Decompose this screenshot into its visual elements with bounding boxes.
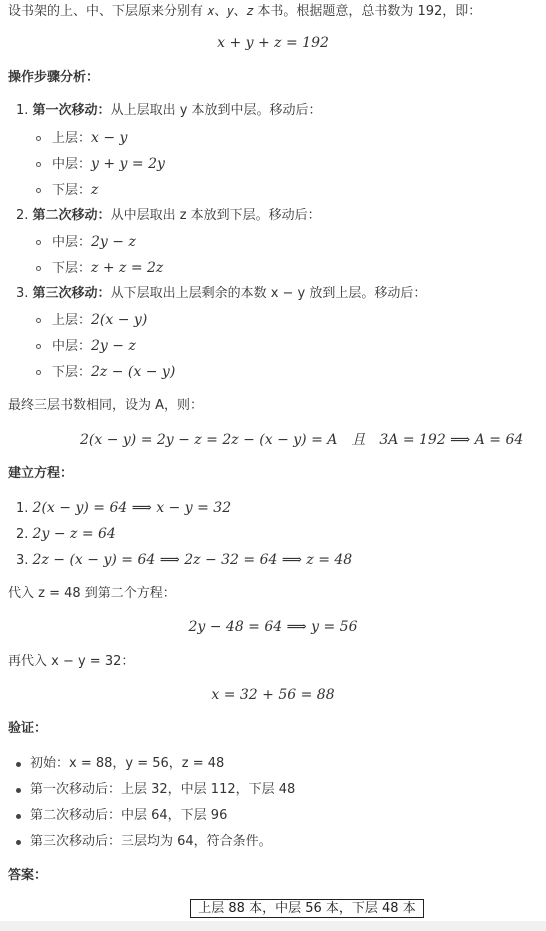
- build-heading: 建立方程：: [8, 466, 74, 481]
- analysis-heading: 操作步骤分析：: [8, 70, 100, 85]
- equation-sub-1: 2y − 48 = 64 ⟹ y = 56: [188, 619, 358, 635]
- bullet-icon: [36, 136, 41, 141]
- step-title: 第一次移动：: [32, 103, 111, 118]
- bullet-icon: [36, 344, 41, 349]
- bullet-icon: [36, 370, 41, 375]
- equation-final: 2(x − y) = 2y − z = 2z − (x − y) = A 且 3A = 192 ⟹ A = 64: [80, 432, 524, 448]
- step-2: [16, 208, 321, 224]
- step-3: [16, 286, 426, 302]
- substitution-2: 再代入 x − y = 32：: [8, 654, 135, 669]
- verify-heading: 验证：: [8, 721, 48, 736]
- final-sentence: 最终三层书数相同，设为 A，则：: [8, 398, 204, 413]
- list-item: 中层：2y − z: [52, 338, 136, 354]
- step-number: 3.: [16, 286, 29, 301]
- verify-item: 第一次移动后：上层 32，中层 112，下层 48: [30, 782, 296, 797]
- step-desc: 从中层取出 z 本放到下层。移动后：: [110, 208, 321, 223]
- bullet-icon: [36, 240, 41, 245]
- list-item: 中层：2y − z: [52, 234, 136, 250]
- step-1: [16, 103, 322, 119]
- verify-item: 第三次移动后：三层均为 64，符合条件。: [30, 834, 272, 849]
- verify-item: 第二次移动后：中层 64，下层 96: [30, 808, 228, 823]
- list-item: 下层：2z − (x − y): [52, 364, 176, 380]
- list-item: 中层：y + y = 2y: [52, 156, 165, 172]
- step-title: 第二次移动：: [32, 208, 111, 223]
- list-item: 上层：2(x − y): [52, 312, 148, 328]
- bullet-icon: [16, 788, 21, 793]
- bullet-icon: [36, 162, 41, 167]
- substitution-1: 代入 z = 48 到第二个方程：: [8, 586, 176, 601]
- bottom-strip: [0, 921, 546, 931]
- answer-box: 上层 88 本，中层 56 本，下层 48 本: [190, 899, 424, 918]
- bullet-icon: [16, 840, 21, 845]
- intro-text: 设书架的上、中、下层原来分别有 𝑥、𝑦、𝑧 本书。根据题意，总书数为 192，即：: [8, 4, 482, 19]
- bullet-icon: [36, 188, 41, 193]
- bullet-icon: [36, 318, 41, 323]
- equation-item: 2. 2y − z = 64: [16, 526, 116, 542]
- equation-sub-2: x = 32 + 56 = 88: [211, 687, 335, 703]
- step-number: 1.: [16, 103, 29, 118]
- bullet-icon: [36, 266, 41, 271]
- bullet-icon: [16, 814, 21, 819]
- equation-item: 3. 2z − (x − y) = 64 ⟹ 2z − 32 = 64 ⟹ z = 48: [16, 552, 353, 568]
- equation-total: x + y + z = 192: [217, 35, 329, 51]
- list-item: 下层：z + z = 2z: [52, 260, 164, 276]
- step-title: 第三次移动：: [32, 286, 111, 301]
- step-desc: 从上层取出 y 本放到中层。移动后：: [110, 103, 322, 118]
- list-item: 上层：x − y: [52, 130, 128, 146]
- bullet-icon: [16, 762, 21, 767]
- step-number: 2.: [16, 208, 29, 223]
- list-item: 下层：z: [52, 182, 99, 198]
- answer-heading: 答案：: [8, 868, 48, 883]
- step-desc: 从下层取出上层剩余的本数 x − y 放到上层。移动后：: [110, 286, 427, 301]
- equation-item: 1. 2(x − y) = 64 ⟹ x − y = 32: [16, 500, 232, 516]
- verify-item: 初始：x = 88，y = 56，z = 48: [30, 756, 225, 771]
